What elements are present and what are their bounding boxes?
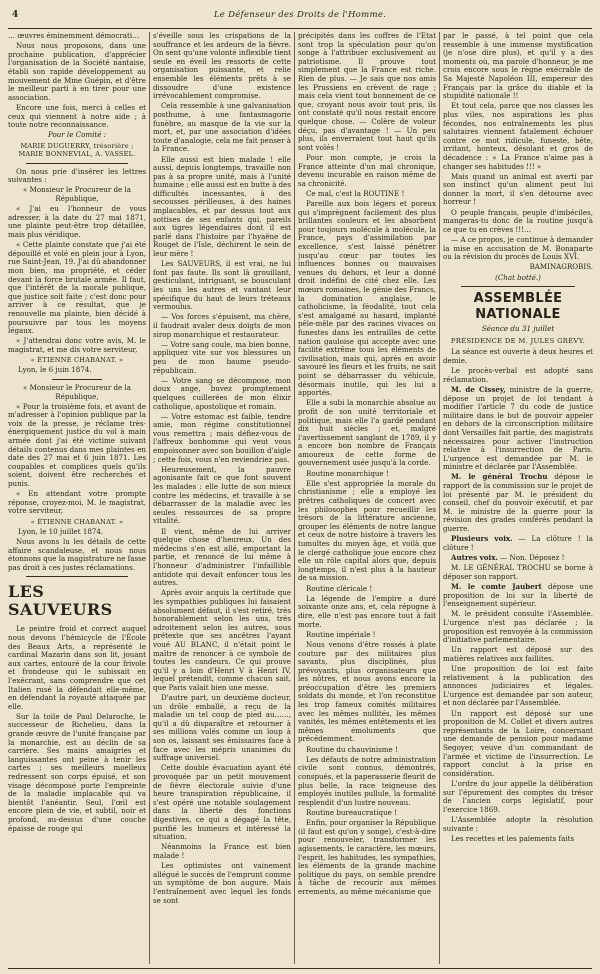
paragraph: Un rapport est déposé sur des matières relatives aux faillites.: [443, 645, 593, 663]
paragraph: Les recettes et les paiements faits: [451, 833, 575, 843]
paragraph: Nous avons lu les détails de cette affaire scandaleuse, et nous nous étonnons que la magistrature ne fasse pas droit à ces justes réclamations.: [8, 536, 146, 572]
letter-date: Lyon, le 10 juillet 1874.: [18, 526, 104, 536]
refrain-line: Routine impériale !: [306, 629, 376, 639]
paragraph: par le passé, à tel point que cela ressemble à une immense mystification (je n'ose dire plus), et qu'il y a des moments où, ma parole d'honneur, je me crois encore sous le règne exécrable de Sa Majesté Napoléon III, empereur des Français par la grâce du diable et la stupidité nationale !!: [443, 32, 593, 101]
paragraph: … œuvres éminemment démocrati…: [8, 32, 140, 40]
paragraph: Il vient, même de lui arriver quelque chose d'heureux. Un des médecins s'en est allé, emportant la partie, et renoncé de lui même à l'honneur d'administrer l'infaillible antidote qui devait enfoncer tous les autres.: [153, 526, 291, 588]
paragraph: Nous venons d'être rossés à plate couture par des militaires plus savants, plus disciplinés, plus prévoyants, plus organisateurs que les nôtres, et nous avons encore la préoccupation d'être les premiers soldats du monde, et l'on reconstitue les trop fameux comités militaires avec les mêmes nullités, les mêmes vanités, les mêmes entêtements et les mêmes émoluments que précédemment.: [298, 639, 436, 744]
paragraph: La séance est ouverte à deux heures et demie.: [443, 347, 593, 365]
speaker-name: M. le comte Jaubert: [451, 581, 542, 591]
page-header: [0, 6, 600, 28]
paragraph: Les défauts de notre administration civile sont connus, démontrés, conspués, et la paperasserie fleurit de plus belle, la race teigneuse des employés inutiles pullule, la formalité resplendit d'un lustre nouveau.: [298, 754, 436, 807]
paragraph: Heureusement, la pauvre agonisante fait ce que font souvent les malades : elle lutte de son mieux contre les médecins, et travaille à se débarrasser de la maladie avec les seules ressources de sa propre vitalité.: [153, 464, 291, 526]
paragraph: « J'attendrai donc votre avis, M. le magistrat, et me dis votre serviteur,: [8, 336, 146, 354]
speech-text: — Non. Déposez !: [497, 553, 565, 562]
paragraph: Sur la toile de Paul Delaroche, le successeur de Richelieu, dans la grande œuvre de l'unité française par la monarchie, est au déclin de sa carrière. Ses mains amaigries et languissantes ont peine à tenir les cartes ; ses meilleurs moelleux redressent son corps épuisé, et son visage décomposé porte l'empreinte de la maladie implacable qui va bientôt l'anéantir. Seul, l'œil est encore plein de vie, et subtil, noir et profond, au-dessus d'une couche épaisse de rouge qui: [8, 711, 146, 833]
separator: [461, 286, 575, 287]
letter-address: « Monsieur le Procureur de la République,: [22, 185, 131, 204]
paragraph: [443, 583, 593, 609]
page-number: 4: [12, 10, 19, 20]
column-1: [8, 32, 146, 964]
speech-text: dépose le rapport de la commission sur le projet de loi présenté par M. le président du conseil, chef du pouvoir exécutif, et par M. le ministre de la guerre pour la révision des grades conférés pendant la guerre.: [443, 472, 593, 534]
column-divider: [149, 32, 150, 964]
speaker-name: M. LE GÉNÉRAL TROCHU: [451, 563, 551, 573]
paragraph: Les optimistes ont vainement allégué le succès de l'emprunt comme un symptôme de bon augure. Mais l'entraînement avec lequel les fonds se sont: [153, 861, 291, 905]
separator: [26, 163, 128, 164]
paragraph: Une proposition de loi est faite relativement à la publication des annonces judiciaires et légales. L'urgence est demandée par son auteur, et non déclarée par l'Assemblée.: [443, 664, 593, 708]
paragraph: Cette double évacuation ayant été provoquée par un petit mouvement de fièvre électorale suivie d'une heure transpiration républicaine, il s'est opéré une notable soulagement dans la liberté des fonctions digestives, ce qui a dégagé la tête, purifié les humeurs et intéressé la situation.: [153, 763, 291, 842]
paragraph: La légende de l'empire a duré soixante onze ans, et, cela répugne à dire, elle n'est pas encore tout à fait morte.: [298, 593, 436, 629]
signature-lead: Pour le Comité :: [47, 130, 107, 140]
paragraph: — Votre estomac est faible, tendre amie, mon régime constitutionnel vous remettra ; mais défiez-vous de l'affreux bonhomme qui veut vous empoisonner avec son bouillon d'aigle ; cette fois, vous n'en reviendriez pas.: [153, 411, 291, 464]
letter-address: « Monsieur le Procureur de la République,: [22, 382, 131, 401]
paragraph: L'ordre du jour appelle la délibération sur l'épurement des comptes du trésor de l'ancien corps législatif, pour l'exercice 1869.: [443, 779, 593, 814]
letter-signer: « ÉTIENNE CHABANAT. »: [30, 517, 124, 526]
paragraph: [443, 386, 593, 472]
paragraph: « J'ai eu l'honneur de vous adresser, à la date du 27 mai 1871, une plainte peut-être trop détaillée, mais plus véridique.: [8, 204, 146, 240]
signature-names: MARIE DUGUERRY, trésorière ; MARIE BONNEVIAL, A. VASSEL.: [18, 141, 136, 159]
paragraph: Elle aussi est bien malade ! elle aussi, depuis longtemps, travaille non pas à sa propre unité, mais à l'unité humaine ; elle aussi est en butte à des difficultés incessantes, à des secousses périlleuses, à des haines implacables, et par dessus tout aux sottises de ses enfants qui, pareils aux tigres légendaires dont il est parlé dans l'histoire par l'hyaëne de Rouget de l'Isle, déchirent le sein de leur mère !: [153, 154, 291, 259]
paragraph: « En attendant votre prompte réponse, croyez-moi, M. le magistrat, votre serviteur,: [8, 489, 146, 516]
speaker-name: Autres voix.: [451, 553, 498, 562]
paragraph: Pareille aux bois légers et poreux qui s'imprègnent facilement des plus brillantes couleurs et les absorbent pour toujours molécule à molécule, la France, pays d'assimilation par excellence, s'est laissé pénétrer jusqu'au cœur par toutes les influences bonnes ou mauvaises venues du dehors, et leur a donné droit indéfini de cité chez elle. Les mœurs romaines, le génie des Francs, la domination anglaise, le catholicisme, la féodalité, tout cela s'est amalgamé au hasard, implanté pêle-mêle par des racines vivaces ou funestes dans les entrailles de cette nation gauloise qui accepte avec une facilité extrême tous les éléments de civilisation, mais qui, après en avoir savouré les fleurs et les fruits, ne sait point se débarrasser du véhicule, désormais inutile, qui les lui a apportés.: [298, 199, 436, 398]
paragraph: On nous prie d'insérer les lettres suivantes :: [8, 166, 146, 185]
paragraph: Un rapport est déposé sur une proposition de M. Collet et divers autres représentants de la Loire, concernant une demande de pension pour madame Segoyer, veuve d'un commandant de l'armée et victime de l'insurrection. Le rapport conclut à la prise en considération.: [443, 708, 593, 778]
paragraph: Enfin, pour organiser la République (il faut est qu'on y songe), c'est-à-dire pour renouveler, transformer les agissements, le caractère, les mœurs, l'esprit, les habitudes, les sympathies, les éléments de la grande machine politique du pays, on semble prendre à tâche de recourir aux mêmes errements, au même mécanisme que: [298, 818, 436, 896]
paragraph: Ce mal, c'est la ROUTINE !: [306, 188, 405, 198]
paragraph: précipités dans les coffres de l'État sont trop la spéculation pour qu'on songe à l'attribuer exclusivement au patriotisme. Il prouve tout simplement que la France est riche. Rien de plus. — Je sais que nos amis les Prussiens en crèvent de rage ; mais cela vient tout bonnement de ce que, croyant nous avoir tout pris, ils ont constaté qu'il nous restait encore quelque chose. — Colère de voleur déçu, pas d'avantage ! — Un peu plus, ils enverraient tout haut qu'ils sont volés !: [298, 32, 436, 152]
article-title: LES SAUVEURS: [8, 582, 113, 620]
byline: BAMINAGROBIS.: [529, 262, 593, 272]
presidency-line: PRÉSIDENCE DE M. JULES GRÉVY.: [450, 336, 586, 345]
paragraph: D'autre part, un deuxième docteur, un drôle emballé, a reçu de la maladie un tel coup de pied au……, qu'il a dû disparaître et retourner à ses millions volés comme un loup à son os, laissant ses émissaires face à face avec les mépris unanimes du suffrage universel.: [153, 693, 291, 763]
refrain-line: Routine bureaucratique !: [306, 807, 397, 817]
paragraph: Mais quand un animal est averti par son instinct qu'un aliment peut lui donner la mort, il s'en détourne avec horreur !: [443, 171, 593, 207]
footer-rule: [8, 968, 592, 969]
paragraph: Le procès-verbal est adopté sans réclamation.: [443, 366, 593, 384]
paragraph: [443, 535, 593, 552]
speaker-name: M. le général Trochu: [451, 472, 548, 482]
letter-date: Lyon, le 6 juin 1874.: [18, 365, 92, 375]
separator: [52, 379, 102, 380]
paragraph: M. le président consulte l'Assemblée. L'urgence n'est pas déclarée ; la proposition est renvoyée à la commission d'initiative parlementaire.: [443, 609, 593, 645]
session-date: Séance du 31 juillet: [481, 324, 555, 334]
refrain-line: Routine cléricale !: [306, 583, 373, 593]
paragraph: [443, 564, 593, 581]
paragraph: Nous nous proposons, dans une prochaine publication, d'apprécier l'organisation de la Société nantaise, établi son rapide développement au mouvement de Mme Guépin, et d'être le meilleur parti à en tirer pour une association.: [8, 41, 146, 102]
paragraph: « Cette plainte constate que j'ai été dépouillé et volé en plein jour à Lyon, rue Saint-Jean, 19. J'ai dû abandonner mon bien, ma propriété, et céder devant la force brutale armée. Il faut, que l'intérêt de la morale publique, que justice soit faite ; c'est donc pour arriver à ce résultat, que je renouvelle ma plainte, bien décidé à poursuivre par tous les moyens légaux.: [8, 240, 146, 336]
header-rule: [8, 28, 592, 29]
paragraph: Néanmoins la France est bien malade !: [153, 842, 291, 860]
column-2: [153, 32, 291, 964]
paragraph: Elle s'est appropriée la morale du christianisme ; elle a employé les prêtres catholiques de concert avec les philosophes pour recueillir les trésors de la littérature ancienne, grouper les éléments de notre langue et ceux de notre histoire à travers les tumultes du moyen âge, et voilà que le clergé catholique joue encore chez elle un rôle capital alors que, depuis longtemps, il n'est plus à la hauteur de sa mission.: [298, 478, 436, 583]
paragraph: Les SAUVEURS, il est vrai, ne lui font pas faute. Ils sont là grouillant, gesticulant, intriguant, se bousculant les uns les autres et vantant leur spécifique du haut de leurs tréteaux vermoulus.: [153, 259, 291, 312]
paragraph: Pour mon compte, je crois la France atteinte d'un mal chronique, devenu incurable en raison même de sa chronicité.: [298, 152, 436, 188]
paragraph: « Pour la troisième fois, et avant de m'adresser à l'opinion publique par la voix de la presse, je réclame très-énergiquement justice du vol à main armée dont j'ai été victime suivant détails contenus dans mes plaintes en date des 27 mai et 6 juin 1871. Les coupables et complices quels qu'ils soient, doivent être recherchés et punis.: [8, 401, 146, 489]
paragraph: — A ce propos, je continue à demander la mise en accusation de M. Bonaparte ou la révision du procès de Louis XVI.: [443, 235, 593, 262]
paragraph: O peuple français, peuple d'imbéciles, mangeras-tu donc de la routine jusqu'à ce que tu en crèves !!!…: [443, 207, 593, 234]
paragraph: Le peintre froid et correct auquel nous devons l'hémicycle de l'École des Beaux Arts, a représenté le cardinal Mazarin dans son lit, jouant aux cartes, entouré de la cour frivole et frondeuse qui le subissait en l'exécrant, sans comprendre que cet Italien rusé la défendait elle-même, en défendant la royauté attaquée par elle.: [8, 624, 146, 711]
column-4: [443, 32, 593, 964]
speaker-name: M. de Cissey,: [451, 384, 506, 394]
paragraph: [443, 473, 593, 533]
paragraph: Encore une fois, merci à celles et ceux qui viennent à notre aide ; à toute notre reconnaissance.: [8, 102, 146, 130]
paragraph: Après avoir acquis la certitude que les sympathies publiques lui faisaient absolument défaut, il s'est retiré, très honorablement selon les uns, très adroitement selon les autres, sous prétexte que ses ancêtres l'ayant voué AU BLANC, il n'était point le maître de renoncer à ce symbole de toutes les candeurs. Ce qui prouve qu'il y a loin d'Henri V à Henri IV, lequel prétendit, comme chacun sait, que Paris valait bien une messe.: [153, 588, 291, 692]
letter-signer: « ÉTIENNE CHABANAT. »: [30, 356, 124, 365]
column-divider: [439, 32, 440, 964]
paragraph: Et tout cela, parce que nos classes les plus viles, nos aspirations les plus fécondes, nos entraînements les plus salutaires viennent fatalement échouer contre ce mot ridicule, funeste, bête, irritant, honteux, désolant et gros de décadence : « La France n'aime pas à changer ses habitudes !!! »: [443, 101, 593, 171]
paragraph: — Votre sang se décompose, mon doux ange, buvez promptement quelques cuillerées de mon élixir catholique, apostolique et romain.: [153, 375, 291, 411]
speech-text: dépose une proposition de loi sur la liberté de l'enseignement supérieur.: [443, 581, 593, 609]
refrain-line: Routine monarchique !: [306, 468, 389, 478]
paragraph: Cela ressemble à une galvanisation posthume, à une fantasmagorie funèbre, au masque de la vie sur la mort, et, par une association d'idées toute d'analogie, cela me fait penser à la France.: [153, 101, 291, 154]
paragraph: s'éveille sous les crispations de la souffrance et les ardeurs de la fièvre. On sent qu'une volonté inflexible tient seule en éveil les ressorts de cette organisation puissante, et relie ensemble les éléments prêts à se dissoudre d'une existence irrévocablement compromise.: [153, 32, 291, 101]
section-title-assemblee: ASSEMBLÉE NATIONALE: [473, 291, 563, 323]
speech-text: ministre de la guerre, dépose un projet de loi tendant à modifier l'article 7 du code de justice militaire dans le but de pouvoir appeler en dehors de la circonscription militaire dont Versailles fait partie, des magistrats nécessaires pour activer l'instruction relative à l'insurrection de Paris. L'urgence est demandée par M. le ministre et déclarée par l'Assemblée.: [443, 384, 593, 472]
running-head: Le Défenseur des Droits de l'Homme.: [213, 10, 387, 20]
byline-note: (Chat botté.): [495, 272, 541, 282]
separator: [26, 576, 128, 577]
column-3: [298, 32, 436, 964]
paragraph: L'Assemblée adopte la résolution suivante :: [443, 814, 593, 833]
refrain-line: Routine du chauvinisme !: [306, 744, 398, 754]
paragraph: — Votre sang coule, ma bien bonne, appliquez vite sur vos blessures un peu de mon baume pseudo-républicain.: [153, 339, 291, 375]
paragraph: [443, 554, 593, 563]
column-divider: [294, 32, 295, 964]
speech-text: — La clôture ! la clôture !: [443, 534, 593, 552]
speaker-name: Plusieurs voix.: [451, 534, 513, 544]
paragraph: — Vos forces s'épuisent, ma chère, il faudrait avaler deux doigts de mon sirop monarchique et restaurateur.: [153, 312, 291, 339]
paragraph: Elle a subi la monarchie absolue au profit de son unité territoriale et politique, mais elle l'a gardé pendant dix huit siècles ; et, malgré l'avertissement sanglant de 1789, il y a encore bon nombre de Français amoureux de cette forme de gouvernement usée jusqu'à la corde.: [298, 398, 436, 468]
speech-text: se borne à déposer son rapport.: [443, 563, 593, 581]
